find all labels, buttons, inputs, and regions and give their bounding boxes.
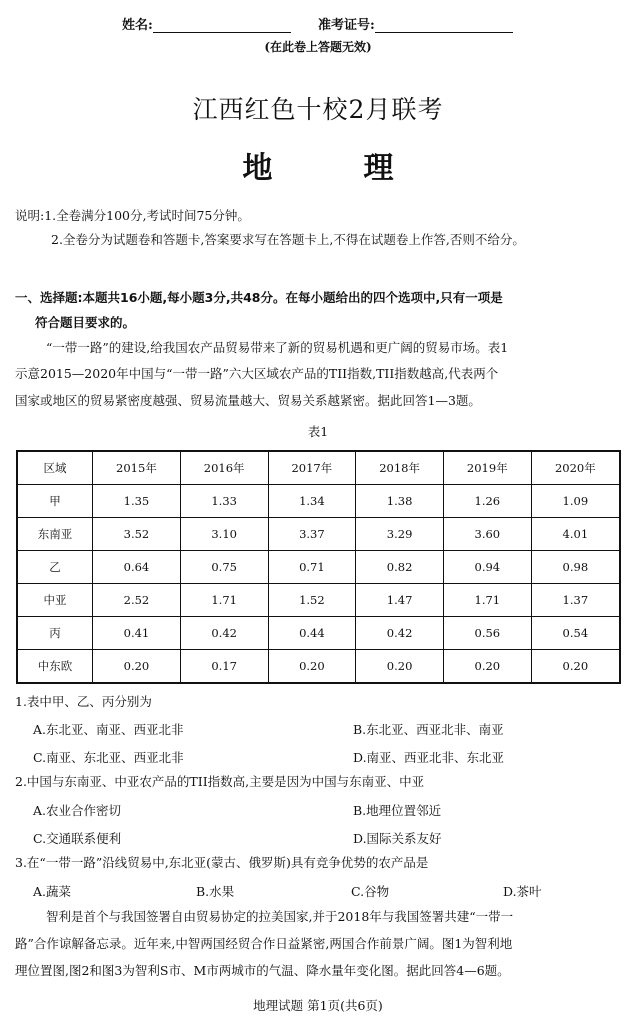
table-cell: 3.10 (180, 518, 268, 551)
table-row (17, 518, 620, 551)
table-row (17, 551, 620, 584)
q2-option-c: C.交通联系便利 (33, 831, 122, 846)
instruction-line-1: 说明:1.全卷满分100分,考试时间75分钟。 (15, 208, 250, 223)
table-cell: 0.82 (356, 551, 444, 584)
passage2-line-1: 智利是首个与我国签署自由贸易协定的拉美国家,并于2018年与我国签署共建“一带一 (46, 909, 514, 924)
q3-option-d: D.茶叶 (503, 884, 542, 899)
passage2-line-2: 路”合作谅解备忘录。近年来,中智两国经贸合作日益紧密,两国合作前景广阔。图1为智利地 (15, 936, 513, 951)
subject-title (0, 143, 636, 187)
table-cell: 1.47 (356, 584, 444, 617)
exam-title: 江西红色十校2月联考 (192, 95, 444, 124)
table-cell: 0.20 (531, 650, 620, 684)
table-cell: 1.33 (180, 485, 268, 518)
section-heading-line-2: 符合题目要求的。 (35, 315, 136, 330)
subject-char-1: 地 (242, 151, 273, 186)
table-cell: 0.41 (93, 617, 181, 650)
table-cell: 中亚 (17, 584, 93, 617)
header-note: (在此卷上答题无效) (264, 40, 372, 54)
table-cell: 1.71 (180, 584, 268, 617)
table-cell: 1.34 (268, 485, 356, 518)
q1-stem: 1.表中甲、乙、丙分别为 (15, 694, 152, 709)
table-cell: 3.52 (93, 518, 181, 551)
table-row (17, 485, 620, 518)
table-cell: 1.71 (443, 584, 531, 617)
q3-option-b: B.水果 (196, 884, 235, 899)
table-caption: 表1 (307, 424, 329, 439)
name-label: 姓名: (122, 18, 153, 33)
exam-id-label: 准考证号: (318, 18, 375, 33)
q3-option-c: C.谷物 (351, 884, 390, 899)
q3-stem: 3.在“一带一路”沿线贸易中,东北亚(蒙古、俄罗斯)具有竞争优势的农产品是 (15, 855, 429, 870)
exam-id-blank (375, 18, 513, 33)
table-row (17, 584, 620, 617)
instruction-line-2: 2.全卷分为试题卷和答题卡,答案要求写在答题卡上,不得在试题卷上作答,否则不给分。 (51, 232, 525, 247)
q1-option-c: C.南亚、东北亚、西亚北非 (33, 750, 184, 765)
table-cell: 4.01 (531, 518, 620, 551)
passage1-line-2: 示意2015—2020年中国与“一带一路”六大区域农产品的TII指数,TII指数越高,代表两个 (15, 366, 499, 381)
header-cell: 区域 (17, 451, 93, 485)
table-cell: 0.44 (268, 617, 356, 650)
table-cell: 乙 (17, 551, 93, 584)
table-cell: 0.98 (531, 551, 620, 584)
header-cell: 2020年 (531, 451, 620, 485)
table-cell: 0.20 (356, 650, 444, 684)
table-cell: 0.42 (180, 617, 268, 650)
table-cell: 3.37 (268, 518, 356, 551)
section-heading-line-1: 一、选择题:本题共16小题,每小题3分,共48分。在每小题给出的四个选项中,只有一项是 (15, 290, 503, 305)
subject-char-2: 理 (363, 151, 394, 186)
q2-option-a: A.农业合作密切 (33, 803, 122, 818)
name-blank (153, 18, 291, 33)
header-cell: 2018年 (356, 451, 444, 485)
table-cell: 1.52 (268, 584, 356, 617)
q2-stem: 2.中国与东南亚、中亚农产品的TII指数高,主要是因为中国与东南亚、中亚 (15, 774, 425, 789)
q2-option-b: B.地理位置邻近 (353, 803, 442, 818)
table-cell: 3.60 (443, 518, 531, 551)
table-cell: 东南亚 (17, 518, 93, 551)
header-cell: 2017年 (268, 451, 356, 485)
table-cell: 0.71 (268, 551, 356, 584)
page-footer: 地理试题 第1页(共6页) (253, 998, 383, 1013)
passage1-line-3: 国家或地区的贸易紧密度越强、贸易流量越大、贸易关系越紧密。据此回答1—3题。 (15, 393, 481, 408)
table-row (17, 650, 620, 684)
table-cell: 0.20 (268, 650, 356, 684)
table-cell: 0.20 (93, 650, 181, 684)
table-cell: 0.42 (356, 617, 444, 650)
q1-option-d: D.南亚、西亚北非、东北亚 (353, 750, 505, 765)
table-cell: 1.26 (443, 485, 531, 518)
table-row (17, 617, 620, 650)
table-cell: 2.52 (93, 584, 181, 617)
table-cell: 1.38 (356, 485, 444, 518)
table-cell: 1.09 (531, 485, 620, 518)
table-cell: 1.35 (93, 485, 181, 518)
header-cell: 2015年 (93, 451, 181, 485)
header-cell: 2019年 (443, 451, 531, 485)
passage1-line-1: “一带一路”的建设,给我国农产品贸易带来了新的贸易机遇和更广阔的贸易市场。表1 (46, 340, 509, 355)
q1-option-b: B.东北亚、西亚北非、南亚 (353, 722, 504, 737)
table-header-row (17, 451, 620, 485)
table-cell: 中东欧 (17, 650, 93, 684)
table-cell: 0.20 (443, 650, 531, 684)
table-cell: 0.56 (443, 617, 531, 650)
exam-id-field (318, 14, 513, 33)
name-field (122, 14, 291, 33)
table-cell: 丙 (17, 617, 93, 650)
passage2-line-3: 理位置图,图2和图3为智利S市、M市两城市的气温、降水量年变化图。据此回答4—6题。 (15, 963, 510, 978)
header-cell: 2016年 (180, 451, 268, 485)
table-cell: 1.37 (531, 584, 620, 617)
tii-table (16, 450, 621, 684)
table-cell: 甲 (17, 485, 93, 518)
q3-option-a: A.蔬菜 (33, 884, 72, 899)
q1-option-a: A.东北亚、南亚、西亚北非 (33, 722, 184, 737)
table-cell: 3.29 (356, 518, 444, 551)
table-cell: 0.17 (180, 650, 268, 684)
table-cell: 0.75 (180, 551, 268, 584)
q2-option-d: D.国际关系友好 (353, 831, 442, 846)
table-cell: 0.94 (443, 551, 531, 584)
table-cell: 0.54 (531, 617, 620, 650)
table-cell: 0.64 (93, 551, 181, 584)
